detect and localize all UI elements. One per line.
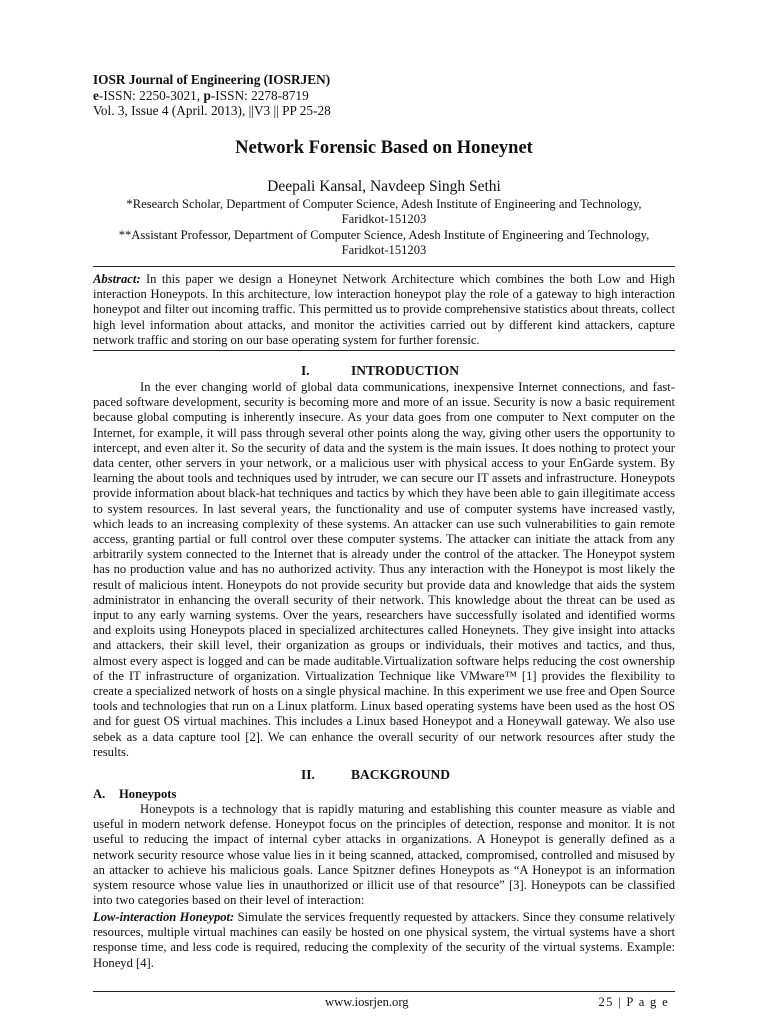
introduction-body: In the ever changing world of global data communications, inexpensive Internet connections, and fast-paced software development, security is becoming more and more of an issue. Security is now a basic requirement because global computing is inherently insecure. As your data goes from one computer to Next computer on the Internet, for example, it will pass through several other points along the way, giving other users the opportunity to intercept, and even alter it. So the security of data and the system is the main issues. It does nothing to protect your data center, other servers in your network, or a malicious user with physical access to your EnGarde system. By learning the about tools and techniques used by intruder, we can secure our IT assets and infrastructure. Honeypots provide information about black-hat techniques and tactics by which they have been able to gain illegitimate access to system resources. In last several years, the functionality and use of computer systems have increased vastly, which leads to an increasing complexity of these systems. An attacker can use such vulnerabilities to gain remote access, granting partial or full control over these computer systems. The attacker can initiate the attack from any arbitrarily system connected to the Internet that is already under the control of the attacker. The Honeypot system has no production value and has no authorized activity. Thus any interaction with the Honeypot is most likely the result of malicious intent. Honeypots do not provide security but provide data and knowledge that aids the system administrator in enhancing the overall security of their network. This knowledge about the threat can be used as input to any early warning systems. Over the years, researchers have successfully isolated and identified worms and exploits using Honeypots placed in specialized architectures called Honeynets. They give insight into attacks and attackers, their skill level, their organization as groups or individuals, their motives and tactics, and thus, almost every aspect is logged and can be made auditable.Virtualization software helps reducing the cost ownership of the IT infrastructure of organization. Virtualization Technique like VMware™ [1] provides the flexibility to create a specialized network of hosts on a single physical machine. In this experiment we use free and Open Source tools and technologies that run on a Linux platform. Linux based operating systems have been used as the host OS and for guest OS virtual machines. This includes a Linux based Honeypot and a Honeywall gateway. We also use sebek as a data capture tool [2]. We can enhance the overall security of our network resources after study the results. [93,380,675,759]
honeypots-body: Honeypots is a technology that is rapidly maturing and establishing this counter measure as viable and useful in modern network defense. Honeypot focus on the principles of detection, response and monitor. It is not useful to reducing the impact of internal cyber attacks in organizations. A Honeypot is generally defined as a network security resource whose value lies in it being scanned, attacked, compromised, controlled and misused by an attacker to achieve his malicious goals. Lance Spitzner defines Honeypots as “A Honeypot is an information system resource whose value lies in unauthorized or illicit use of that resource” [3]. Honeypots can be classified into two categories based on their level of interaction: [93,802,675,908]
low-interaction-text: Simulate the services frequently requested by attackers. Since they consume relatively resources, multiple virtual machines can easily be hosted on one physical system, the virtual systems have a short response time, and less code is required, reducing the complexity of the security of the virtual systems. Example: Honeyd [4]. [93,910,675,970]
journal-volume: Vol. 3, Issue 4 (April. 2013), ||V3 || PP 25-28 [93,103,331,118]
affiliation-2: **Assistant Professor, Department of Computer Science, Adesh Institute of Engineering and Technology, Faridkot-151203 [118,228,650,258]
footer-site: www.iosrjen.org [325,995,409,1009]
journal-name: IOSR Journal of Engineering (IOSRJEN) [93,72,331,87]
subsection-honeypots-heading: A. Honeypots [93,787,177,801]
abstract-label: Abstract: [93,272,141,286]
affiliation-1: *Research Scholar, Department of Computer Science, Adesh Institute of Engineering and Technology, Faridkot-151203 [126,197,642,227]
journal-header [93,72,331,119]
footer-page-number: 25 | P a g e [598,995,669,1009]
journal-issn: e-ISSN: 2250-3021, p-ISSN: 2278-8719 [93,87,309,103]
paper-title: Network Forensic Based on Honeynet [235,138,533,158]
abstract-bottom-rule [93,350,675,351]
abstract-top-rule [93,266,675,267]
low-interaction-paragraph [93,910,675,971]
abstract-text: In this paper we design a Honeynet Network Architecture which combines the both Low and High interaction Honeypots. In this architecture, low interaction honeypot play the role of a gateway to high interaction honeypot and filter out incoming traffic. This permitted us to provide comprehensive statistics about threats, collect high level information about attacks, and monitor the activities carried out by different kind attackers, capture network traffic and storing on our base operating system for further forensic. [93,272,675,347]
paper-page: IOSR Journal of Engineering (IOSRJEN) e-ISSN: 2250-3021, p-ISSN: 2278-8719 Vol. 3, Issue 4 (April. 2013), ||V3 || PP 25-28 Network Forensic Based on Honeynet Deepali Kansal, Navdeep Singh Sethi *Research Scholar, Department of Computer Science, Adesh Institute of Engineering and Technology, Faridkot-151203 **Assistant Professor, Department of Computer Science, Adesh Institute of Engineering and Technology, Faridkot-151203 Abstract: In this paper we design a Honeynet Network Architecture which combines the both Low and High interaction Honeypots. In this architecture, low interaction honeypot play the role of a gateway to high interaction honeypot and filter out incoming traffic. This permitted us to provide comprehensive statistics about threats, collect high level information about attacks, and monitor the activities carried out by different kind attackers, capture network traffic and storing on our base operating system for further forensic. I. INTRODUCTION In the ever changing world of global data communications, inexpensive Internet connections, and fast-paced software development, security is becoming more and more of an issue. Security is now a basic requirement because global computing is inherently insecure. As your data goes from one computer to Next computer on the Internet, for example, it will pass through several other points along the way, giving other users the opportunity to intercept, and even alter it. So the security of data and the system is the main issues. It does nothing to protect your data center, other servers in your network, or a malicious user with physical access to your EnGarde system. By learning the about tools and techniques used by intruder, we can secure our IT assets and infrastructure. Honeypots provide information about black-hat techniques and tactics by which they have been able to gain illegitimate access to system resources. In last several years, the functionality and use of computer systems have increased vastly, which leads to an increasing complexity of these systems. An attacker can use such vulnerabilities to gain remote access, granting partial or full control over these computer systems. The attacker can initiate the attack from any arbitrarily system connected to the Internet that is already under the control of the attacker. The Honeypot system has no production value and has no authorized activity. Thus any interaction with the Honeypot is most likely the result of malicious intent. Honeypots do not provide security but provide data and knowledge that aids the system administrator in enhancing the overall security of their network. This knowledge about the threat can be used as input to any early warning systems. Over the years, researchers have successfully isolated and identified worms and exploits using Honeypots placed in specialized architectures called Honeynets. They give insight into attacks and attackers, their skill level, their organization as groups or individuals, their motives and tactics, and thus, almost every aspect is logged and can be made auditable.Virtualization software helps reducing the cost ownership of the IT infrastructure of organization. Virtualization Technique like VMware™ [1] provides the flexibility to create a specialized network of hosts on a single physical machine. In this experiment we use free and Open Source tools and technologies that run on a Linux platform. Linux based operating systems have been used as the host OS and for guest OS virtual machines. This includes a Linux based Honeypot and a Honeywall gateway. We also use sebek as a data capture tool [2]. We can enhance the overall security of our network resources after study the results. II. BACKGROUND A. Honeypots Honeypots is a technology that is rapidly maturing and establishing this counter measure as viable and useful in modern network defense. Honeypot focus on the principles of detection, response and monitor. It is not useful to reducing the impact of internal cyber attacks in organizations. A Honeypot is generally defined as a network security resource whose value lies in it being scanned, attacked, compromised, controlled and misused by an attacker to achieve his malicious goals. Lance Spitzner defines Honeypots as “A Honeypot is an information system resource whose value lies in unauthorized or illicit use of that resource” [3]. Honeypots can be classified into two categories based on their level of interaction: Low-interaction Honeypot: Simulate the services frequently requested by attackers. Since they consume relatively resources, multiple virtual machines can easily be hosted on one physical system, the virtual systems have a short response time, and less code is required, reducing the complexity of the security of the virtual systems. Example: Honeyd [4]. www.iosrjen.org 25 | P a g e [93,72,675,1009]
paper-authors: Deepali Kansal, Navdeep Singh Sethi [267,178,501,195]
low-interaction-label: Low-interaction Honeypot: [93,910,235,924]
footer-rule [93,991,675,992]
abstract [93,272,675,348]
